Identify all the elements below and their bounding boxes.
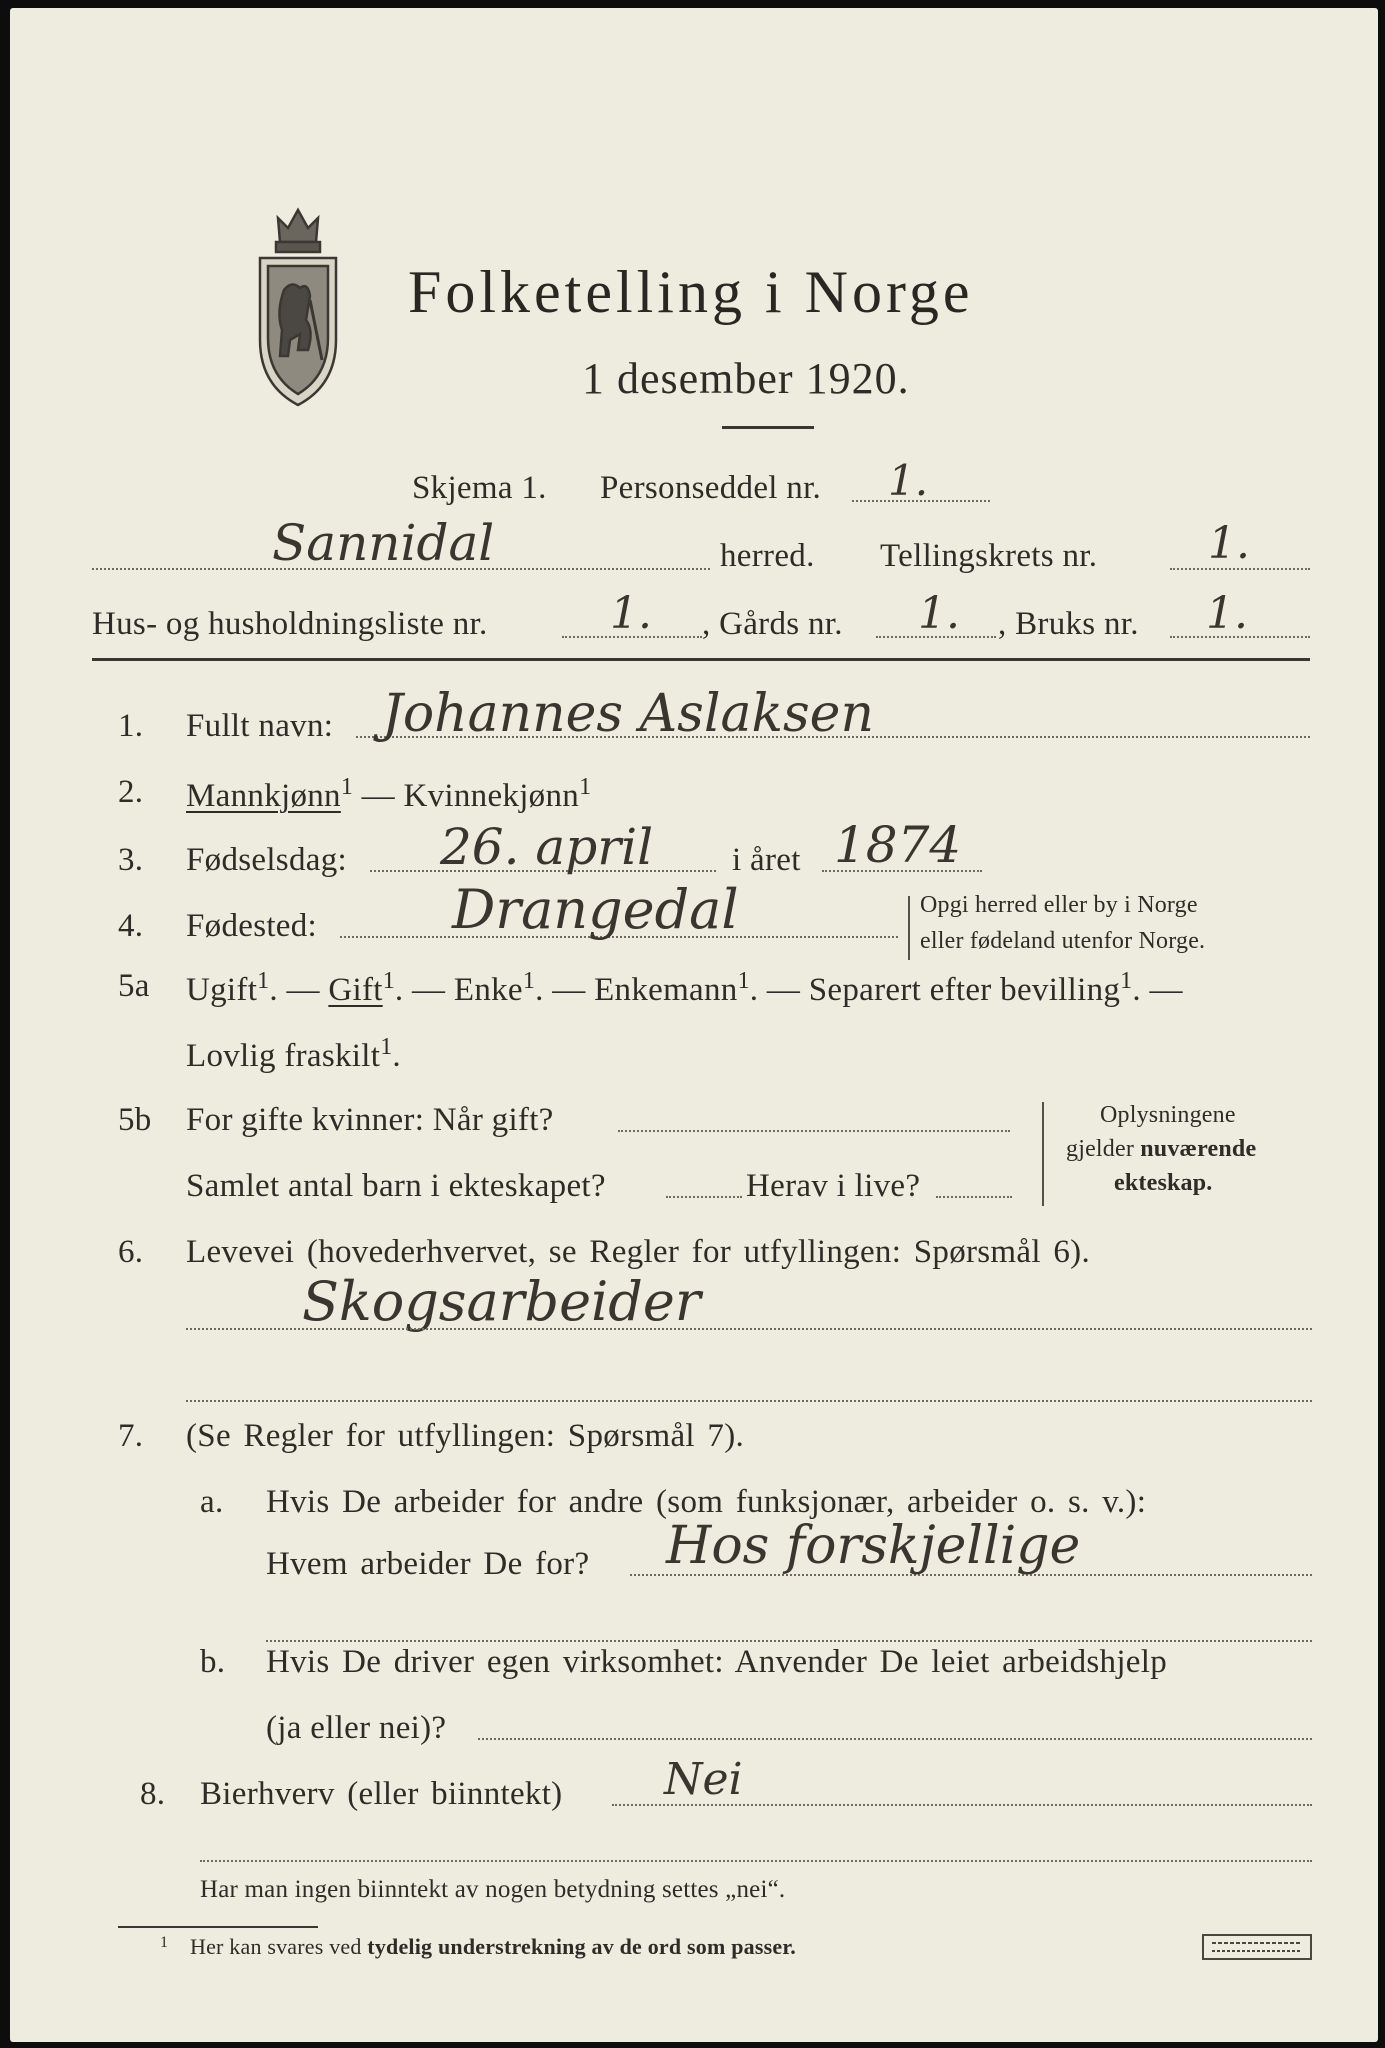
q5a-dash-3: . —: [535, 972, 586, 1008]
footnote-number: 1: [160, 1934, 169, 1951]
q3-number: 3.: [118, 842, 144, 878]
q5b-note-gjelder: gjelder: [1066, 1136, 1135, 1162]
gards-label: , Gårds nr.: [702, 606, 843, 642]
q3-birth-date[interactable]: 26. april: [440, 818, 654, 876]
q5a-lovlig-option[interactable]: Lovlig fraskilt: [186, 1038, 381, 1074]
footnote-rule: [118, 1926, 318, 1928]
q4-note-line1: Opgi herred eller by i Norge: [920, 892, 1198, 918]
q1-full-name[interactable]: Johannes Aslaksen: [382, 684, 874, 744]
q5a-dash-1: . —: [269, 972, 320, 1008]
hus-label: Hus- og husholdningsliste nr.: [92, 606, 488, 642]
q5b-note-bracket: [1042, 1102, 1044, 1206]
herred-label: herred.: [720, 538, 815, 574]
q5b-note-ekteskap: ekteskap.: [1114, 1170, 1213, 1196]
hus-value[interactable]: 1.: [610, 588, 652, 639]
form-date: 1 desember 1920.: [582, 354, 910, 403]
q6-number: 6.: [118, 1234, 144, 1270]
q5b-note-line2: [1066, 1136, 1256, 1163]
tellingskrets-value[interactable]: 1.: [1208, 518, 1250, 569]
q2-number: 2.: [118, 774, 144, 810]
bruks-value[interactable]: 1.: [1206, 588, 1248, 639]
q5b-children-dotline: [666, 1196, 742, 1198]
q5b-label-alive: Herav i live?: [746, 1168, 921, 1204]
q6-dotline-2: [186, 1400, 1312, 1402]
q5b-alive-dotline: [936, 1196, 1012, 1198]
q6-occupation[interactable]: Skogsarbeider: [302, 1270, 701, 1333]
q5a-dash-4: . —: [749, 972, 801, 1008]
q2-female-sup: 1: [579, 774, 592, 800]
q7b-letter: b.: [200, 1644, 226, 1680]
tellingskrets-label: Tellingskrets nr.: [880, 538, 1098, 574]
q5a-ugift-option[interactable]: Ugift: [186, 972, 258, 1008]
q3-year-label: i året: [732, 842, 801, 878]
q4-birthplace[interactable]: Drangedal: [452, 878, 739, 941]
q5a-sup-2: 1: [382, 968, 395, 994]
form-title: Folketelling i Norge: [408, 259, 974, 325]
herred-value[interactable]: Sannidal: [272, 514, 495, 572]
schema-label: Skjema 1.: [412, 470, 547, 506]
census-form-sheet: [10, 8, 1378, 2042]
footnote-pre: Her kan svares ved: [190, 1934, 362, 1959]
q5a-dash-2: . —: [394, 972, 446, 1008]
q3-birth-year[interactable]: 1874: [834, 816, 962, 874]
title-divider: [722, 426, 814, 429]
q7a-employer[interactable]: Hos forskjellige: [666, 1516, 1081, 1576]
q5a-options-line2: Lovlig fraskilt$^1$.: [186, 1034, 401, 1074]
q5a-sup-5: 1: [1120, 968, 1133, 994]
q6-label: Levevei (hovederhvervet, se Regler for utfyllingen: Spørsmål 6).: [186, 1234, 1091, 1270]
q8-dotline-2: [200, 1860, 1312, 1862]
q4-label: Fødested:: [186, 908, 318, 944]
q7b-label-line1: Hvis De driver egen virksomhet: Anvender De leiet arbeidshjelp: [266, 1644, 1168, 1680]
q5a-options: [186, 968, 1183, 1009]
header-divider: [92, 658, 1310, 661]
q5a-number: 5a: [118, 968, 150, 1004]
footnote-bold: tydelig understrekning av de ord som passer.: [367, 1934, 796, 1959]
q7a-dotline-2: [266, 1640, 1312, 1642]
q5a-separert-option[interactable]: Separert efter bevilling: [808, 972, 1121, 1008]
q3-label: Fødselsdag:: [186, 842, 347, 878]
q1-label: Fullt navn:: [186, 708, 334, 744]
q5b-note-line1: Oplysningene: [1100, 1102, 1236, 1128]
q5a-sup-4: 1: [737, 968, 750, 994]
q7a-label-line2: Hvem arbeider De for?: [266, 1546, 590, 1582]
q5a-dash-5: . —: [1132, 972, 1183, 1008]
footnote-text: [190, 1934, 796, 1960]
q8-number: 8.: [140, 1776, 166, 1812]
q2-male-option[interactable]: Mannkjønn: [186, 778, 341, 814]
q5a-enke-option[interactable]: Enke: [453, 972, 523, 1008]
q5b-married-dotline: [618, 1130, 1010, 1132]
q4-note-bracket: [908, 896, 910, 960]
q5b-number: 5b: [118, 1102, 152, 1138]
bruks-label: , Bruks nr.: [998, 606, 1139, 642]
q7-number: 7.: [118, 1418, 144, 1454]
q1-number: 1.: [118, 708, 144, 744]
q7a-letter: a.: [200, 1484, 224, 1520]
person-value[interactable]: 1.: [888, 456, 929, 505]
q7b-dotline: [478, 1738, 1312, 1740]
q5a-sup-1: 1: [257, 968, 270, 994]
q5b-note-nuvaerende: nuværende: [1140, 1136, 1257, 1162]
q8-label: Bierhverv (eller biinntekt): [200, 1776, 563, 1812]
q7a-label-line1: Hvis De arbeider for andre (som funksjonær, arbeider o. s. v.):: [266, 1484, 1147, 1520]
q5a-sup-6: 1: [380, 1034, 393, 1060]
q4-number: 4.: [118, 908, 144, 944]
q6-dotline-1: [186, 1328, 1312, 1330]
q7-label: (Se Regler for utfyllingen: Spørsmål 7).: [186, 1418, 745, 1454]
q8-side-income[interactable]: Nei: [664, 1754, 743, 1805]
coat-of-arms-icon: [248, 200, 348, 410]
q7b-label-line2: (ja eller nei)?: [266, 1710, 447, 1746]
q5b-note-line3: [1114, 1170, 1212, 1197]
q5a-gift-option[interactable]: Gift: [328, 972, 383, 1008]
q2-sep: —: [353, 778, 404, 814]
q2-female-option[interactable]: Kvinnekjønn: [403, 778, 580, 814]
q5b-label-children: Samlet antal barn i ekteskapet?: [186, 1168, 606, 1204]
q5b-label-married: For gifte kvinner: Når gift?: [186, 1102, 554, 1138]
q2-options: [186, 774, 591, 815]
q5a-enkemann-option[interactable]: Enkemann: [594, 972, 738, 1008]
q4-note-line2: eller fødeland utenfor Norge.: [920, 928, 1206, 954]
printer-stamp-icon: [1202, 1934, 1312, 1960]
note-nei: Har man ingen biinntekt av nogen betydning settes „nei“.: [200, 1876, 786, 1903]
person-label: Personseddel nr.: [600, 470, 822, 506]
q2-male-sup: 1: [340, 774, 354, 800]
gards-value[interactable]: 1.: [918, 588, 960, 639]
q5a-sup-3: 1: [522, 968, 536, 994]
